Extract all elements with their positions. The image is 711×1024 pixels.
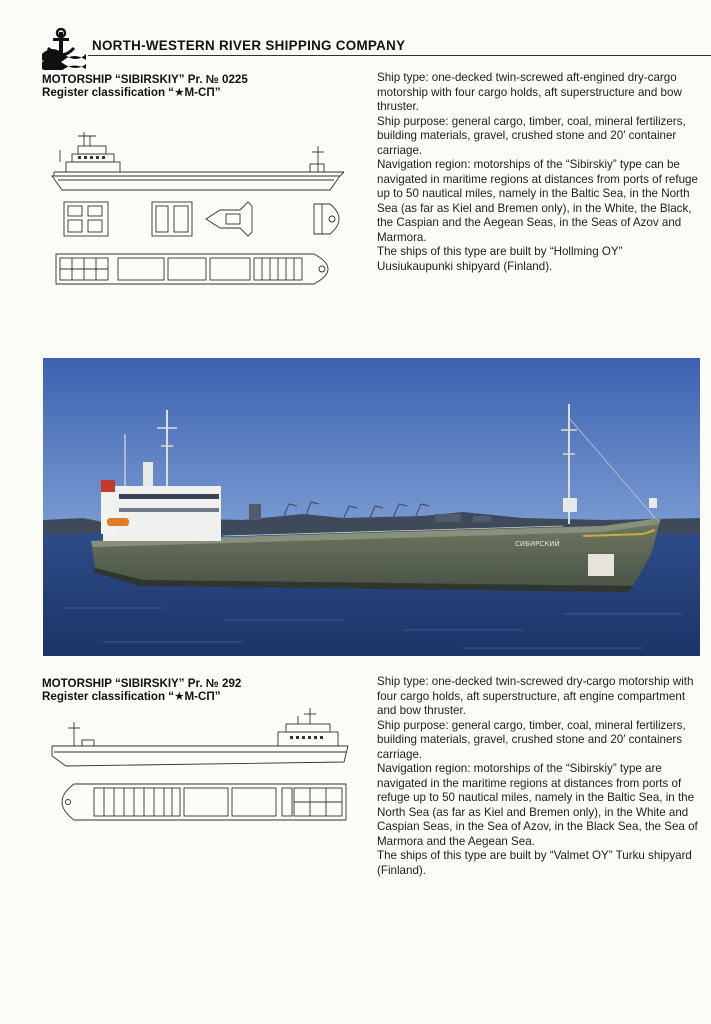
ship1-title-line1: MOTORSHIP “SIBIRSKIY” Pr. № 0225 — [42, 73, 248, 86]
ship2-title-line1: MOTORSHIP “SIBIRSKIY” Pr. № 292 — [42, 677, 242, 690]
ship1-title — [42, 73, 248, 99]
ship2-purpose-paragraph: Ship purpose: general cargo, timber, coal, mineral fertilizers, building materials, gravel, crushed stone and 20′ containers carriage. — [377, 718, 686, 761]
ship1-plan-view-drawing — [52, 248, 344, 290]
company-name: NORTH-WESTERN RIVER SHIPPING COMPANY — [92, 38, 406, 53]
ship2-type-paragraph: Ship type: one-decked twin-screwed dry-cargo motorship with four cargo holds, aft superstructure, aft engine compartment and bow thruster. — [377, 675, 694, 717]
ship2-builder-paragraph: The ships of this type are built by “Valmet OY” Turku shipyard (Finland). — [377, 849, 692, 877]
ship2-side-profile-drawing — [48, 706, 352, 770]
ship1-description — [377, 71, 699, 274]
ship1-deck-plans-drawing — [60, 198, 352, 240]
ship1-type-paragraph: Ship type: one-decked twin-screwed aft-engined dry-cargo motorship with four cargo holds, aft superstructure and bow thruster. — [377, 71, 682, 113]
ship2-navigation-paragraph: Navigation region: motorships of the “Sibirskiy” type are navigated in the maritime regions at distances from ports of refuge up to 50 nautical miles, namely in the Baltic Sea, in the North Sea (as far as Kiel and Bremen only), in the White and Caspian Seas, in the Sea of Azov, in the Black Sea, the Sea of Marmora and the Aegean Sea. — [377, 762, 698, 848]
page-header — [40, 28, 711, 70]
ship2-description — [377, 675, 699, 878]
ship1-builder-paragraph: The ships of this type are built by “Hollming OY” Uusiukaupunki shipyard (Finland). — [377, 245, 623, 273]
ship1-title-line2: Register classification “★М-СП” — [42, 86, 221, 99]
ship1-navigation-paragraph: Navigation region: motorships of the “Sibirskiy” type can be navigated in maritime regions at distances from ports of refuge up to 50 nautical miles, namely in the Baltic Sea, in the North Sea (as far as Kiel and Bremen only), in the White, the Black, the Caspian and the Aegean Seas, in the Seas of Azov and Marmora. — [377, 158, 698, 244]
ship1-purpose-paragraph: Ship purpose: general cargo, timber, coal, mineral fertilizers, building materials, gravel, crushed stone and 20′ container carriage. — [377, 114, 686, 157]
header-rule — [88, 55, 711, 56]
ship1-side-profile-drawing — [48, 128, 348, 194]
ship2-title-line2: Register classification “★М-СП” — [42, 690, 221, 703]
ship2-plan-view-drawing — [50, 780, 350, 824]
photo-hull-name: СИБИРСКИЙ — [515, 540, 560, 548]
ship2-title — [42, 677, 241, 703]
ship-photograph — [43, 358, 700, 656]
company-logo-icon — [40, 28, 86, 70]
